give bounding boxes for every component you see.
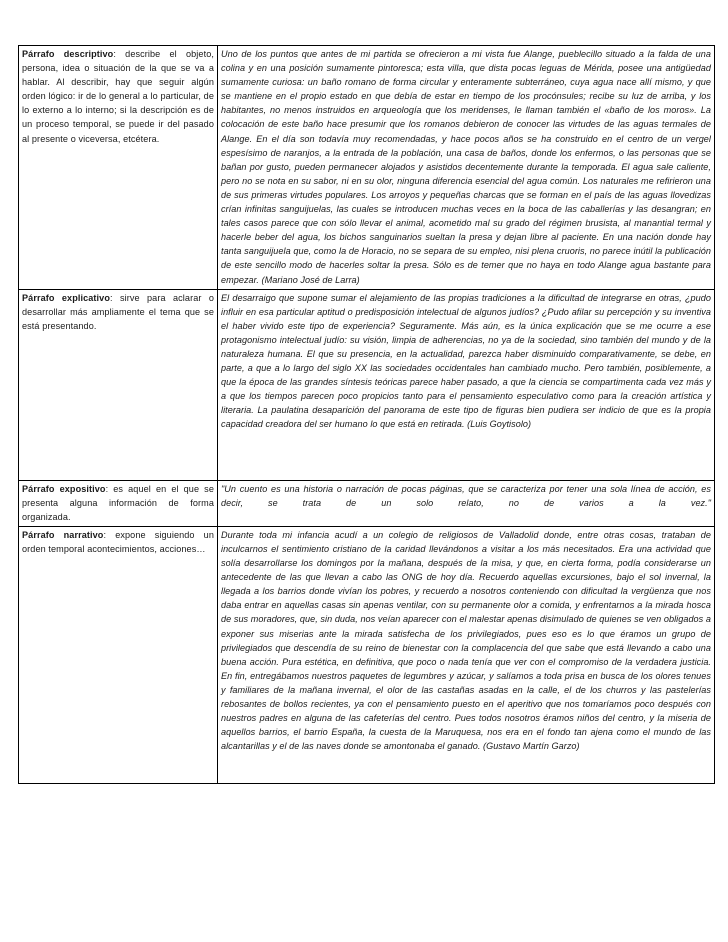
example-cell: El desarraigo que supone sumar el alejamiento de las propias tradiciones a la dificultad de integrarse en otras, ¿pudo influir en esa particular aptitud o predisposición intelectual de algunos judíos? ¿Pudo afilar su percepción y su inventiva el haber vivido este tipo de experiencia? Seguramente. Más aún, es la única explicación que se me ocurre a ese protagonismo intelectual judío: su visión, limpia de adherencias, no ya de la sociedad, sino también del mundo y de la naturaleza humana. El que su presencia, en la actualidad, parezca haber disminuido comparativamente, se debe, en parte, a que a lo largo del siglo XX las sociedades occidentales han cambiado mucho. Pero también, posiblemente, a que la época de las grandes síntesis teóricas parece haber pasado, a que la ciencia se compartimenta cada vez más y a que los tiempos parecen poco propicios tanto para el pensamiento especulativo como para la creación artística y literaria. La paulatina desaparición del panorama de este tipo de figuras bien pudiera ser indicio de que es la propia capacidad creadora del ser humano lo que está en retirada. (Luis Goytisolo) <box>218 289 715 480</box>
term-definition: : sirve para aclarar o desarrollar más ampliamente el tema que se está presentando. <box>22 292 214 331</box>
term-cell <box>19 526 218 783</box>
table-row-expository <box>19 480 715 526</box>
document-page <box>18 45 715 784</box>
term-cell <box>19 46 218 290</box>
table-row-descriptive <box>19 46 715 290</box>
term-definition: : es aquel en el que se presenta alguna información de forma organizada. <box>22 483 214 522</box>
table-row-narrative <box>19 526 715 783</box>
table-row-explicative <box>19 289 715 480</box>
term-name: Párrafo expositivo <box>22 483 106 494</box>
example-cell: Durante toda mi infancia acudí a un colegio de religiosos de Valladolid donde, entre otras cosas, trataban de inculcarnos el sentimiento cristiano de la caridad llevándonos a visitar a los más necesitados. Era una actividad que solía desarrollarse los domingos por la mañana, después de la misa, y que, en cierta forma, podía considerarse un antecedente de las que llevan a cabo las ONG de hoy día. Recuerdo aquellas excursiones, bajo el sol invernal, la llegada a los barrios donde vivían los pobres, y recuerdo a nosotros conteniendo con dificultad la vergüenza que nos daba entrar en aquellas casas sin apenas ventilar, con su permanente olor a comida, y enfrentarnos a la mirada hosca de sus moradores, que, sin duda, nos veían aparecer con el malestar apenas disimulado de quienes se ven obligados a exponer sus miserias ante la mirada satisfecha de los privilegiados, pues eso es lo que éramos un grupo de privilegiados que descendía de su reino de bienestar con la complacencia del que sabe que está llevando a cabo una buena acción. Pura estética, en definitiva, que poco o nada tenía que ver con el compromiso de la verdadera justicia. En fin, entregábamos nuestros paquetes de legumbres y azúcar, y salíamos a toda prisa en busca de los olores tenues y familiares de la mañana invernal, el olor de las castañas asadas en la calle, el de los churros y las pastelerías rebosantes de bollos recientes, ya con el pensamiento puesto en el aperitivo que nos tomaríamos poco después con nuestros padres en alguna de las cafeterías del centro. Pues todos nosotros éramos niños del centro, y la miseria de aquellos barrios, el barrio España, la cuesta de la Maruquesa, nos era en el fondo tan ajena como el mundo de las alcantarillas y el de las naves donde se amontonaba el ganado. (Gustavo Martín Garzo) <box>218 526 715 783</box>
term-name: Párrafo descriptivo <box>22 49 114 59</box>
term-name: Párrafo narrativo <box>22 529 104 540</box>
term-cell <box>19 480 218 526</box>
example-cell: "Un cuento es una historia o narración de pocas páginas, que se caracteriza por tener una sola línea de acción, es decir, se trata de un solo relato, no de varios a la vez." <box>218 480 715 526</box>
term-cell <box>19 289 218 480</box>
paragraph-types-table <box>18 45 715 784</box>
example-cell: Uno de los puntos que antes de mi partida se ofrecieron a mi vista fue Alange, pueblecillo situado a la falda de una colina y en una posición sumamente pintoresca; esta villa, que dista pocas leguas de Mérida, posee una antigüedad sumamente curiosa: un baño romano de forma circular y enteramente subterráneo, cuya agua nace allí mismo, y que se mantiene en el propio estado en que debía de estar en tiempo de los procónsules; recibe su luz de arriba, y los habitantes, no menos instruidos en arqueología que los meridenses, le llaman también el «baño de los moros». La colocación de este baño hace presumir que los romanos debieron de conocer las virtudes de las aguas termales de Alange. En el día son todavía muy recomendadas, y hace pocos años se ha construido en el centro de un vergel espesísimo de naranjos, a la entrada de la población, una casa de baños, donde los enfermos, o las personas que se bañan por gusto, pueden permanecer alojados y asistidos decentemente durante la temporada. El agua sale caliente, pero no se nota en su sabor, ni en su olor, ninguna diferencia esencial del agua común. Los naturales me refirieron una de sus primeras virtudes populares. Los arroyos y pequeñas charcas que se forman en el país de las aguas llovedizas crían infinitas sanguijuelas, las cuales se introducen muchas veces en la boca de las caballerías y las desangran; en tales casos parece que con sólo llevar el animal, acometido mal su grado del régimen brusista, al manantial termal y hacerle beber del agua, los bichos sanguinarios sueltan la presa y dejan libre al paciente. En una nación donde hay tanta sanguijuela que, como la de Horacio, no se separa de su empleo, nisi plena cruoris, no parece inútil la publicación de este sencillo modo de hacerles soltar la presa. Sólo es de temer que no haya en todo Alange agua bastante para empezar. (Mariano José de Larra) <box>218 46 715 290</box>
term-definition: : expone siguiendo un orden temporal acontecimientos, acciones… <box>22 529 214 554</box>
term-name: Párrafo explicativo <box>22 292 110 303</box>
term-definition: : describe el objeto, persona, idea o situación de la que se va a hablar. Al describir, hay que seguir algún orden lógico: ir de lo general a lo particular, de lo externo a lo interno; si la descripción es de un proceso temporal, se puede ir del pasado al presente o viceversa, etcétera. <box>22 49 214 144</box>
